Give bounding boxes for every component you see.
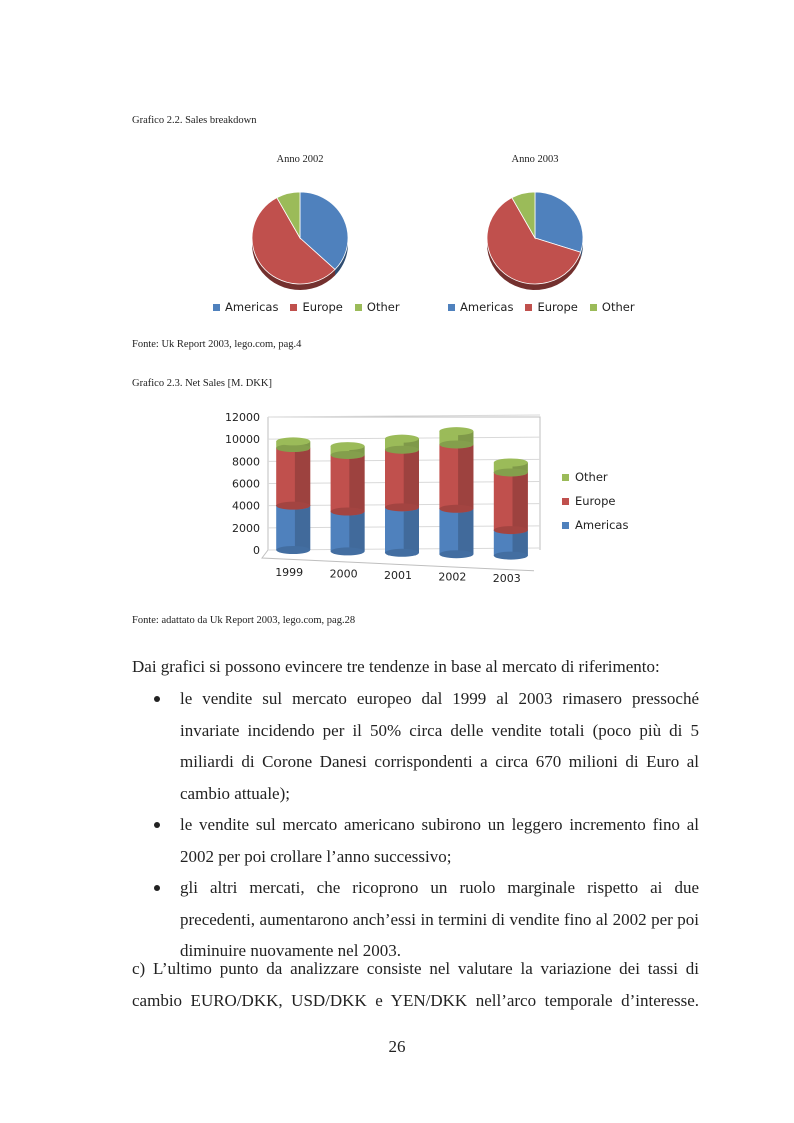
legend-label-europe: Europe: [575, 494, 616, 508]
bar-segment-other: [439, 427, 473, 448]
bar-shade: [458, 509, 473, 554]
bar-segment-other: [331, 442, 365, 459]
pie-title-2003: Anno 2003: [511, 154, 559, 165]
bar-top-cap: [276, 437, 310, 445]
legend-label-americas: Americas: [225, 300, 279, 314]
figure-2-2-source: Fonte: Uk Report 2003, lego.com, pag.4: [132, 339, 302, 350]
figure-2-3-source: Fonte: adattato da Uk Report 2003, lego.com, pag.28: [132, 615, 356, 626]
bar-shade: [295, 448, 310, 506]
bar-segment-europe: [331, 451, 365, 516]
pie-legend-2003: [448, 300, 635, 314]
bar-segment-europe: [276, 444, 310, 510]
bar-segment-europe: [385, 446, 419, 512]
legend-item-europe: [525, 300, 577, 314]
bar-bottom-cap: [276, 502, 310, 510]
list-item: [152, 683, 699, 809]
x-tick-label: 2003: [492, 572, 521, 585]
bar-bottom-cap: [494, 468, 528, 476]
bar-segment-americas: [439, 505, 473, 558]
bar-bottom-cap: [331, 547, 365, 555]
net-sales-bar-chart: [200, 405, 640, 605]
bar-top-cap: [439, 427, 473, 435]
legend-swatch-americas: [213, 304, 220, 311]
bar-bottom-cap: [494, 526, 528, 534]
y-tick-label: 6000: [232, 477, 260, 491]
legend-label-americas: Americas: [575, 518, 629, 532]
bar-bottom-cap: [331, 508, 365, 516]
figure-2-3-caption: Grafico 2.3. Net Sales [M. DKK]: [132, 378, 272, 389]
bar-bottom-cap: [439, 550, 473, 558]
bar-shade: [349, 455, 364, 512]
list-item: [152, 809, 699, 872]
legend-label-europe: Europe: [537, 300, 578, 314]
y-tick-label: 12000: [225, 411, 260, 424]
legend-swatch-europe: [562, 498, 569, 505]
pie-svg-2002: [230, 150, 370, 290]
bar-top-cap: [385, 435, 419, 443]
legend-swatch-europe: [290, 304, 297, 311]
y-tick-label: 2000: [232, 521, 260, 535]
pie-legend-2002: [213, 300, 400, 314]
pie-svg-2003: [465, 150, 605, 290]
bar-bottom-cap: [385, 549, 419, 557]
legend-swatch-other: [355, 304, 362, 311]
bar-segment-other: [276, 437, 310, 452]
bar-bottom-cap: [494, 552, 528, 560]
legend-item-europe: [290, 300, 342, 314]
bar-segment-americas: [385, 503, 419, 556]
figure-2-2-caption: Grafico 2.2. Sales breakdown: [132, 115, 257, 126]
bar-top-cap: [331, 442, 365, 450]
pie-chart-2003: [465, 150, 605, 290]
bar-bottom-cap: [385, 503, 419, 511]
intro-paragraph: Dai grafici si possono evincere tre tendenze in base al mercato di riferimento:: [132, 657, 660, 676]
legend-item-other: [355, 300, 400, 314]
x-tick-label: 2001: [384, 569, 412, 582]
trend-bullet-list: [152, 683, 699, 967]
bar-shade: [295, 506, 310, 550]
y-tick-label: 10000: [225, 433, 260, 447]
bar-bottom-cap: [276, 546, 310, 554]
legend-swatch-americas: [448, 304, 455, 311]
pie-chart-2002: [230, 150, 370, 290]
legend-label-americas: Americas: [460, 300, 514, 314]
closing-line-2: cambio EURO/DKK, USD/DKK e YEN/DKK nell’arco temporale d’interesse.: [132, 991, 699, 1010]
bar-shade: [458, 444, 473, 508]
x-tick-label: 2000: [329, 567, 358, 581]
closing-line-1: c) L’ultimo punto da analizzare consiste nel valutare la variazione dei tassi di: [132, 959, 699, 978]
y-tick-label: 8000: [232, 455, 260, 469]
bullet-icon: [154, 885, 160, 891]
bar-bottom-cap: [331, 451, 365, 459]
bar-segment-europe: [439, 440, 473, 512]
bar-segment-other: [494, 459, 528, 477]
x-tick-label: 1999: [275, 566, 304, 579]
bullet-icon: [154, 696, 160, 702]
bar-segment-other: [385, 435, 419, 454]
y-tick-label: 0: [253, 544, 260, 557]
bar-bottom-cap: [439, 505, 473, 513]
legend-swatch-other: [590, 304, 597, 311]
bullet-text: le vendite sul mercato americano subirono un leggero incremento fino al 2002 per poi crollare l’anno successivo;: [180, 815, 699, 866]
legend-swatch-europe: [525, 304, 532, 311]
bullet-icon: [154, 822, 160, 828]
bar-segment-europe: [494, 468, 528, 534]
bar-shade: [349, 512, 364, 552]
x-tick-label: 2002: [438, 570, 467, 584]
legend-item-americas: [448, 300, 513, 314]
bullet-text: gli altri mercati, che ricoprono un ruolo marginale rispetto ai due precedenti, aumentarono anch’essi in termini di vendite fino al 2002 per poi diminuire nuovamente nel 2003.: [180, 878, 699, 960]
page-number: 26: [388, 1037, 406, 1056]
legend-label-other: Other: [601, 300, 635, 314]
legend-label-europe: Europe: [302, 300, 343, 314]
bar-bottom-cap: [439, 440, 473, 448]
legend-item-americas: [213, 300, 278, 314]
legend-swatch-other: [562, 474, 569, 481]
bar-shade: [404, 507, 419, 552]
bullet-text: le vendite sul mercato europeo dal 1999 al 2003 rimasero pressoché invariate incidendo per il 50% circa delle vendite totali (poco più di 5 miliardi di Corone Danesi corrispondenti a circa 670 milioni di Euro al cambio attuale);: [180, 689, 699, 803]
y-tick-label: 4000: [232, 499, 260, 513]
legend-label-other: Other: [366, 300, 400, 314]
bar-shade: [513, 472, 528, 530]
bar-bottom-cap: [385, 446, 419, 454]
legend-swatch-americas: [562, 522, 569, 529]
bar-shade: [404, 450, 419, 508]
bar-top-cap: [494, 459, 528, 467]
legend-item-other: [590, 300, 635, 314]
pie-title-2002: Anno 2002: [276, 154, 324, 165]
legend-label-other: Other: [575, 470, 608, 484]
